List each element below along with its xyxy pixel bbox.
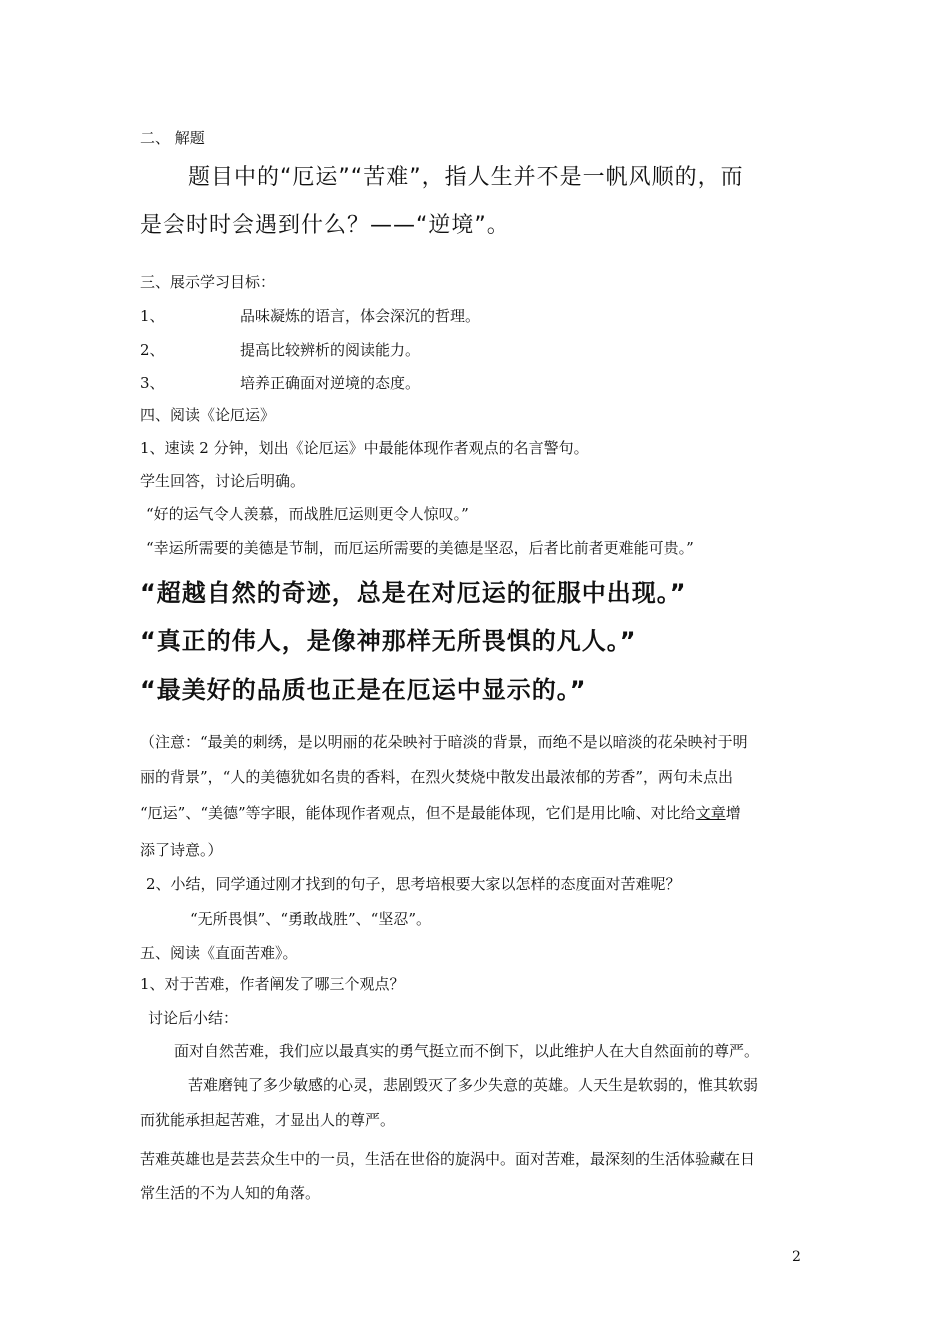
goal-number: 3、 — [140, 374, 165, 392]
point-1: 面对自然苦难，我们应以最真实的勇气挺立而不倒下，以此维护人在大自然面前的尊严。 — [174, 1042, 760, 1060]
section-4-task-1: 1、速读 2 分钟，划出《论厄运》中最能体现作者观点的名言警句。 — [140, 439, 589, 457]
point-2-line-2: 而犹能承担起苦难，才显出人的尊严。 — [140, 1111, 396, 1129]
quote-4: “真正的伟人，是像神那样无所畏惧的凡人。” — [140, 627, 637, 655]
underlined-word: 文章 — [695, 804, 726, 822]
note-line-3-end: 增 — [725, 804, 741, 822]
section-3-heading: 三、展示学习目标： — [140, 273, 276, 291]
section-2-heading: 二、 解题 — [140, 129, 205, 147]
note-line-3 — [140, 803, 741, 823]
goal-item — [140, 306, 480, 326]
quote-3: “超越自然的奇迹，总是在对厄运的征服中出现。” — [140, 579, 687, 607]
quote-5: “最美好的品质也正是在厄运中显示的。” — [140, 676, 587, 704]
goal-number: 2、 — [140, 341, 165, 359]
note-line-1: （注意：“最美的刺绣，是以明丽的花朵映衬于暗淡的背景，而绝不是以暗淡的花朵映衬于明 — [140, 733, 748, 751]
goal-item — [140, 340, 420, 360]
section-2-text-line-1: 题目中的“厄运”“苦难”，指人生并不是一帆风顺的，而 — [188, 165, 744, 190]
point-3-line-2: 常生活的不为人知的角落。 — [140, 1184, 321, 1202]
note-line-4: 添了诗意。） — [140, 841, 223, 859]
goal-text: 培养正确面对逆境的态度。 — [240, 374, 421, 392]
goal-number: 1、 — [140, 307, 165, 325]
goal-text: 提高比较辨析的阅读能力。 — [240, 341, 421, 359]
point-2-line-1: 苦难磨钝了多少敏感的心灵，悲剧毁灭了多少失意的英雄。人天生是软弱的，惟其软弱 — [188, 1076, 759, 1094]
discussion-label: 讨论后小结： — [148, 1009, 239, 1027]
answer-intro: 学生回答，讨论后明确。 — [140, 472, 306, 490]
page-number: 2 — [792, 1249, 801, 1265]
summary-answer: “无所畏惧”、“勇敢战胜”、“坚忍”。 — [190, 910, 432, 928]
point-3-line-1: 苦难英雄也是芸芸众生中的一员，生活在世俗的旋涡中。面对苦难，最深刻的生活体验藏在日 — [140, 1150, 756, 1168]
goal-text: 品味凝炼的语言，体会深沉的哲理。 — [240, 307, 481, 325]
quote-1: “好的运气令人羡慕，而战胜厄运则更令人惊叹。” — [146, 505, 469, 523]
goal-item — [140, 373, 420, 393]
summary: 2、小结，同学通过刚才找到的句子，思考培根要大家以怎样的态度面对苦难呢？ — [146, 875, 681, 893]
section-2-text-line-2: 是会时时会遇到什么？——“逆境”。 — [140, 213, 510, 238]
section-5-heading: 五、阅读《直面苦难》。 — [140, 944, 298, 962]
note-line-2: 丽的背景”，“人的美德犹如名贵的香料，在烈火焚烧中散发出最浓郁的芳香”，两句未点出 — [140, 768, 734, 786]
quote-2: “幸运所需要的美德是节制，而厄运所需要的美德是坚忍，后者比前者更难能可贵。” — [146, 539, 694, 557]
section-4-heading: 四、阅读《论厄运》 — [140, 406, 276, 424]
note-line-3-text: “厄运”、“美德”等字眼，能体现作者观点，但不是最能体现，它们是用比喻、对比给 — [140, 804, 696, 822]
section-5-task-1: 1、对于苦难，作者阐发了哪三个观点？ — [140, 975, 405, 993]
